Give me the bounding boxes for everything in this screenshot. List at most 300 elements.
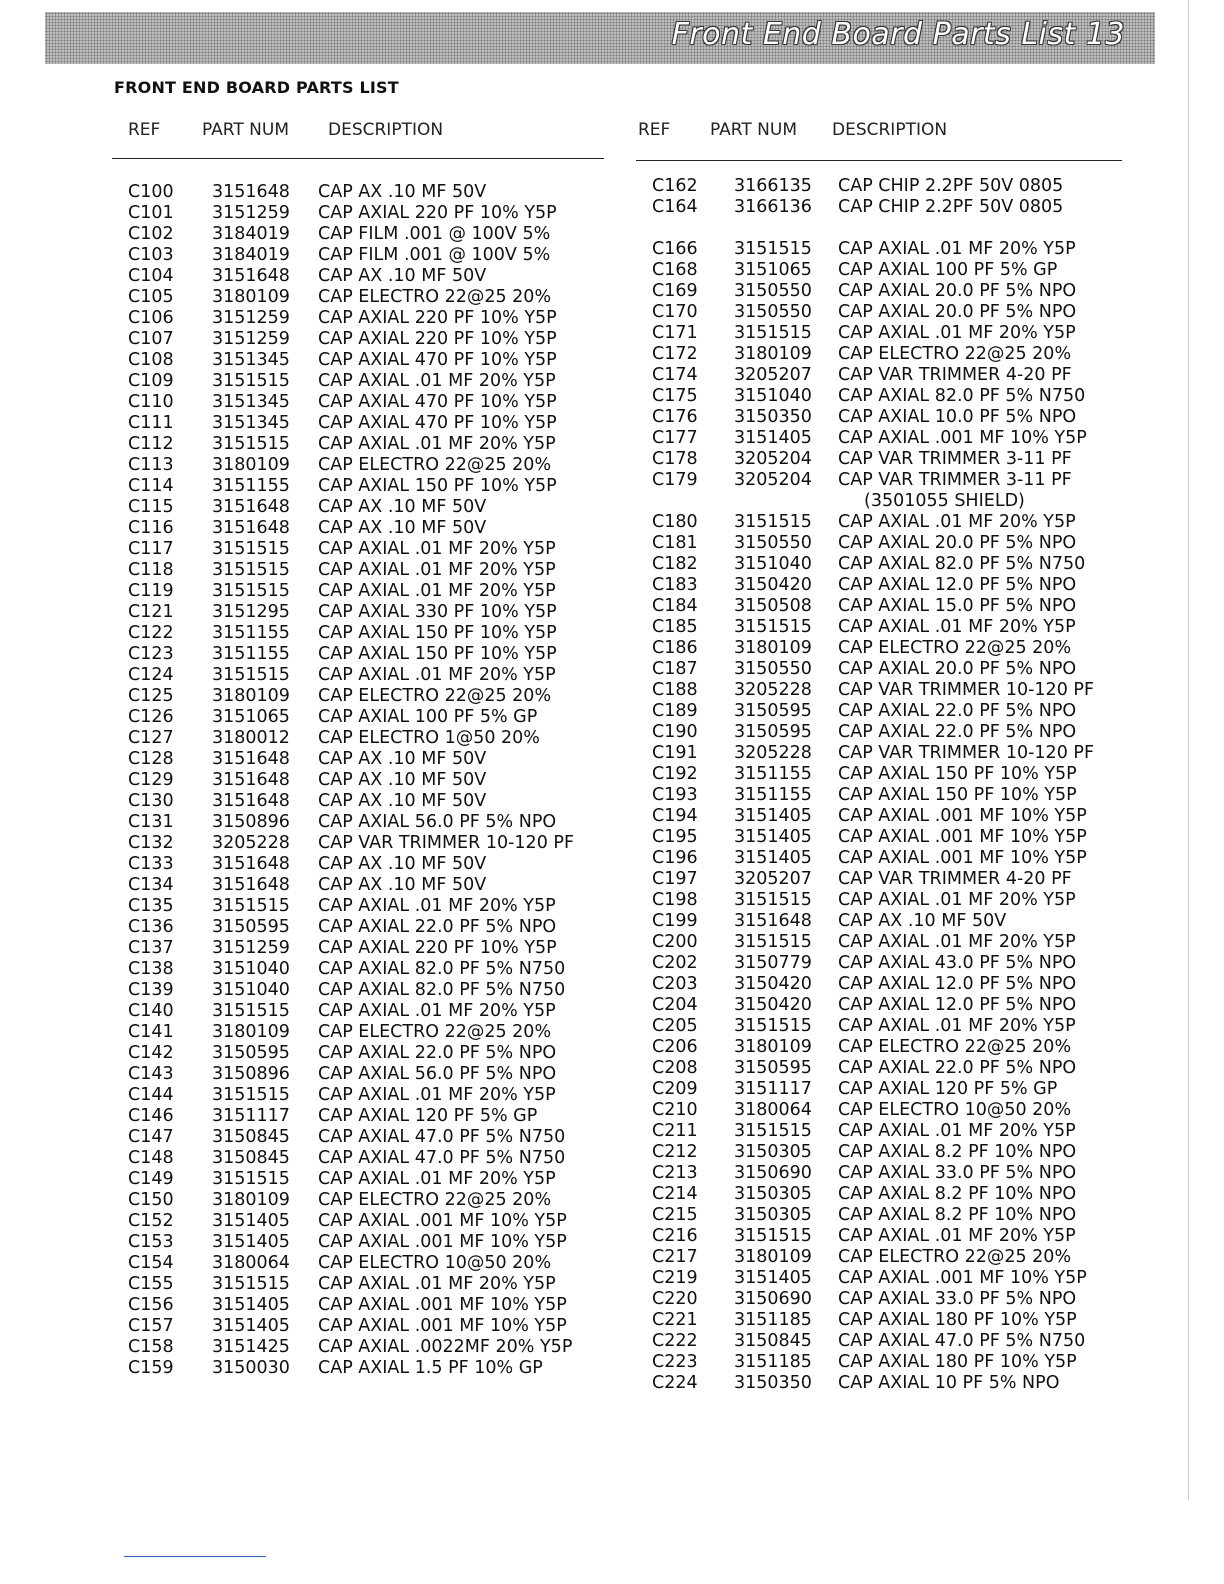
table-row xyxy=(128,1358,604,1379)
description-cell: CAP AXIAL 330 PF 10% Y5P xyxy=(318,602,557,622)
ref-cell: C112 xyxy=(128,434,174,454)
table-row xyxy=(128,770,604,791)
table-row xyxy=(640,785,1122,806)
ref-cell: C206 xyxy=(652,1037,698,1057)
table-row xyxy=(128,812,604,833)
table-row xyxy=(128,434,604,455)
table-row xyxy=(128,350,604,371)
part-num-cell: 3151155 xyxy=(734,785,812,805)
part-num-cell: 3150350 xyxy=(734,407,812,427)
ref-cell: C148 xyxy=(128,1148,174,1168)
ref-cell: C111 xyxy=(128,413,174,433)
description-cell: CAP AX .10 MF 50V xyxy=(318,266,487,286)
ref-cell: C188 xyxy=(652,680,698,700)
part-num-cell: 3151405 xyxy=(212,1211,290,1231)
part-num-cell: 3151405 xyxy=(734,428,812,448)
ref-cell: C200 xyxy=(652,932,698,952)
ref-cell: C144 xyxy=(128,1085,174,1105)
table-row xyxy=(128,644,604,665)
description-cell: CAP AXIAL .01 MF 20% Y5P xyxy=(318,1001,556,1021)
part-num-cell: 3150690 xyxy=(734,1163,812,1183)
part-num-cell: 3151648 xyxy=(212,518,290,538)
ref-cell: C180 xyxy=(652,512,698,532)
part-num-cell: 3180109 xyxy=(212,287,290,307)
part-num-cell: 3150896 xyxy=(212,812,290,832)
table-row xyxy=(128,1106,604,1127)
table-row xyxy=(640,386,1122,407)
ref-cell: C113 xyxy=(128,455,174,475)
table-row xyxy=(128,854,604,875)
part-num-cell: 3151155 xyxy=(212,476,290,496)
part-num-cell: 3150595 xyxy=(734,1058,812,1078)
ref-cell: C122 xyxy=(128,623,174,643)
description-cell: CAP ELECTRO 22@25 20% xyxy=(838,638,1072,658)
description-cell: CAP AXIAL 220 PF 10% Y5P xyxy=(318,308,557,328)
part-num-cell: 3150305 xyxy=(734,1184,812,1204)
table-row xyxy=(640,575,1122,596)
ref-cell: C132 xyxy=(128,833,174,853)
table-row xyxy=(128,1295,604,1316)
ref-cell: C137 xyxy=(128,938,174,958)
table-row xyxy=(128,224,604,245)
description-cell: CAP AXIAL 56.0 PF 5% NPO xyxy=(318,812,557,832)
table-row xyxy=(128,1064,604,1085)
part-num-cell: 3150030 xyxy=(212,1358,290,1378)
description-cell: CAP AXIAL 8.2 PF 10% NPO xyxy=(838,1184,1077,1204)
column-header-description: DESCRIPTION xyxy=(328,120,444,140)
table-row xyxy=(640,953,1122,974)
table-row xyxy=(640,323,1122,344)
description-cell: CAP ELECTRO 22@25 20% xyxy=(318,1190,552,1210)
ref-cell: C121 xyxy=(128,602,174,622)
table-row xyxy=(640,1205,1122,1226)
description-cell: CAP AXIAL 56.0 PF 5% NPO xyxy=(318,1064,557,1084)
ref-cell: C196 xyxy=(652,848,698,868)
table-row xyxy=(128,581,604,602)
description-cell: CAP AXIAL 22.0 PF 5% NPO xyxy=(318,1043,557,1063)
ref-cell: C142 xyxy=(128,1043,174,1063)
description-cell: CAP AX .10 MF 50V xyxy=(318,182,487,202)
ref-cell: C182 xyxy=(652,554,698,574)
ref-cell: C214 xyxy=(652,1184,698,1204)
table-body xyxy=(640,176,1122,1394)
column-header-ref: REF xyxy=(638,120,671,140)
description-cell: CAP AXIAL 43.0 PF 5% NPO xyxy=(838,953,1077,973)
description-cell: CAP AXIAL .01 MF 20% Y5P xyxy=(318,539,556,559)
table-row xyxy=(640,743,1122,764)
part-num-cell: 3151515 xyxy=(212,371,290,391)
table-row xyxy=(128,539,604,560)
ref-cell: C179 xyxy=(652,470,698,490)
description-cell: CAP ELECTRO 22@25 20% xyxy=(318,287,552,307)
table-row xyxy=(128,1316,604,1337)
part-num-cell: 3180109 xyxy=(734,344,812,364)
ref-cell: C220 xyxy=(652,1289,698,1309)
ref-cell: C204 xyxy=(652,995,698,1015)
ref-cell: C101 xyxy=(128,203,174,223)
table-row xyxy=(128,1253,604,1274)
description-cell: CAP AXIAL 120 PF 5% GP xyxy=(838,1079,1058,1099)
table-row xyxy=(640,1037,1122,1058)
table-row xyxy=(128,1190,604,1211)
part-num-cell: 3151259 xyxy=(212,329,290,349)
table-row xyxy=(640,407,1122,428)
description-cell: CAP AX .10 MF 50V xyxy=(838,911,1007,931)
part-num-cell: 3151648 xyxy=(212,497,290,517)
part-num-cell: 3151515 xyxy=(212,434,290,454)
part-num-cell: 3205228 xyxy=(734,743,812,763)
part-num-cell: 3151040 xyxy=(734,554,812,574)
part-num-cell: 3151295 xyxy=(212,602,290,622)
table-row xyxy=(128,266,604,287)
description-cell: CAP AXIAL 33.0 PF 5% NPO xyxy=(838,1163,1077,1183)
table-row xyxy=(128,392,604,413)
table-row xyxy=(128,896,604,917)
table-header xyxy=(128,120,604,146)
description-cell: CAP AXIAL 12.0 PF 5% NPO xyxy=(838,575,1077,595)
description-cell: CAP VAR TRIMMER 4-20 PF xyxy=(838,365,1072,385)
part-num-cell: 3151405 xyxy=(734,1268,812,1288)
description-cell: CAP AXIAL 47.0 PF 5% N750 xyxy=(318,1148,566,1168)
ref-cell: C183 xyxy=(652,575,698,595)
part-num-cell: 3205228 xyxy=(212,833,290,853)
description-cell: CAP AXIAL 220 PF 10% Y5P xyxy=(318,938,557,958)
table-row xyxy=(640,722,1122,743)
ref-cell: C114 xyxy=(128,476,174,496)
ref-cell: C213 xyxy=(652,1163,698,1183)
header-divider xyxy=(112,158,604,159)
part-num-cell: 3151515 xyxy=(734,239,812,259)
table-row xyxy=(128,938,604,959)
table-row xyxy=(128,1043,604,1064)
table-row xyxy=(128,791,604,812)
description-cell: CAP AXIAL 12.0 PF 5% NPO xyxy=(838,974,1077,994)
table-row xyxy=(128,1274,604,1295)
description-cell: CAP AXIAL .01 MF 20% Y5P xyxy=(318,1085,556,1105)
footer-rule xyxy=(124,1556,266,1557)
table-row xyxy=(128,1085,604,1106)
column-header-description: DESCRIPTION xyxy=(832,120,948,140)
description-cell: CAP AXIAL .01 MF 20% Y5P xyxy=(838,617,1076,637)
part-num-cell: 3151515 xyxy=(212,1001,290,1021)
part-num-cell: 3151345 xyxy=(212,350,290,370)
ref-cell: C219 xyxy=(652,1268,698,1288)
description-cell: CAP AX .10 MF 50V xyxy=(318,875,487,895)
ref-cell: C176 xyxy=(652,407,698,427)
table-row xyxy=(640,638,1122,659)
part-num-cell: 3151405 xyxy=(212,1295,290,1315)
description-cell: CAP VAR TRIMMER 10-120 PF xyxy=(318,833,575,853)
table-row xyxy=(640,659,1122,680)
table-row xyxy=(128,602,604,623)
table-row xyxy=(640,1100,1122,1121)
ref-cell: C172 xyxy=(652,344,698,364)
ref-cell: C147 xyxy=(128,1127,174,1147)
ref-cell: C109 xyxy=(128,371,174,391)
description-cell: CAP AXIAL 180 PF 10% Y5P xyxy=(838,1310,1077,1330)
ref-cell: C143 xyxy=(128,1064,174,1084)
table-row xyxy=(640,344,1122,365)
ref-cell: C171 xyxy=(652,323,698,343)
table-row xyxy=(640,680,1122,701)
table-row xyxy=(128,497,604,518)
part-num-cell: 3151648 xyxy=(212,791,290,811)
ref-cell: C224 xyxy=(652,1373,698,1393)
description-cell: CAP AXIAL .001 MF 10% Y5P xyxy=(838,827,1087,847)
part-num-cell: 3180109 xyxy=(734,638,812,658)
description-cell: CAP AXIAL 22.0 PF 5% NPO xyxy=(318,917,557,937)
part-num-cell: 3151648 xyxy=(212,266,290,286)
description-cell: CAP AX .10 MF 50V xyxy=(318,791,487,811)
table-row xyxy=(640,1163,1122,1184)
part-num-cell: 3205204 xyxy=(734,470,812,490)
part-num-cell: 3151515 xyxy=(734,323,812,343)
part-num-cell: 3150305 xyxy=(734,1205,812,1225)
table-row xyxy=(128,749,604,770)
ref-cell: C211 xyxy=(652,1121,698,1141)
ref-cell: C128 xyxy=(128,749,174,769)
description-cell: CAP AXIAL 8.2 PF 10% NPO xyxy=(838,1142,1077,1162)
part-num-cell: 3150508 xyxy=(734,596,812,616)
description-cell: CAP AXIAL 150 PF 10% Y5P xyxy=(318,644,557,664)
part-num-cell: 3180012 xyxy=(212,728,290,748)
table-row xyxy=(640,302,1122,323)
table-row xyxy=(128,833,604,854)
ref-cell: C108 xyxy=(128,350,174,370)
table-row xyxy=(128,623,604,644)
ref-cell: C141 xyxy=(128,1022,174,1042)
part-num-cell: 3180064 xyxy=(734,1100,812,1120)
ref-cell: C119 xyxy=(128,581,174,601)
ref-cell: C124 xyxy=(128,665,174,685)
ref-cell: C194 xyxy=(652,806,698,826)
table-row xyxy=(640,449,1122,470)
table-row xyxy=(640,1247,1122,1268)
table-row xyxy=(640,1142,1122,1163)
part-num-cell: 3205228 xyxy=(734,680,812,700)
description-cell: CAP AXIAL 82.0 PF 5% N750 xyxy=(318,980,566,1000)
table-row xyxy=(128,686,604,707)
ref-cell: C105 xyxy=(128,287,174,307)
table-row xyxy=(640,365,1122,386)
ref-cell: C175 xyxy=(652,386,698,406)
ref-cell: C127 xyxy=(128,728,174,748)
ref-cell: C123 xyxy=(128,644,174,664)
part-num-cell: 3151065 xyxy=(212,707,290,727)
table-row xyxy=(640,176,1122,197)
part-num-cell: 3151648 xyxy=(212,749,290,769)
part-num-cell: 3151405 xyxy=(734,827,812,847)
part-num-cell: 3151185 xyxy=(734,1352,812,1372)
description-cell: CAP ELECTRO 22@25 20% xyxy=(838,1247,1072,1267)
description-cell: CAP AXIAL 47.0 PF 5% N750 xyxy=(838,1331,1086,1351)
part-num-cell: 3205207 xyxy=(734,869,812,889)
table-row xyxy=(128,665,604,686)
table-row xyxy=(640,596,1122,617)
part-num-cell: 3151648 xyxy=(734,911,812,931)
ref-cell: C192 xyxy=(652,764,698,784)
table-row xyxy=(128,1169,604,1190)
part-num-cell: 3151515 xyxy=(734,1016,812,1036)
part-num-cell: 3151155 xyxy=(212,644,290,664)
part-num-cell: 3180109 xyxy=(734,1247,812,1267)
ref-cell: C155 xyxy=(128,1274,174,1294)
part-num-cell: 3150845 xyxy=(734,1331,812,1351)
ref-cell: C223 xyxy=(652,1352,698,1372)
description-cell: CAP AXIAL .01 MF 20% Y5P xyxy=(838,890,1076,910)
ref-cell: C136 xyxy=(128,917,174,937)
ref-cell: C159 xyxy=(128,1358,174,1378)
table-row xyxy=(640,1289,1122,1310)
description-cell: CAP AXIAL 15.0 PF 5% NPO xyxy=(838,596,1077,616)
ref-cell: C107 xyxy=(128,329,174,349)
part-num-cell: 3180109 xyxy=(212,1190,290,1210)
part-num-cell: 3151259 xyxy=(212,308,290,328)
part-num-cell: 3151155 xyxy=(212,623,290,643)
part-num-cell: 3151065 xyxy=(734,260,812,280)
table-row xyxy=(640,806,1122,827)
ref-cell: C150 xyxy=(128,1190,174,1210)
ref-cell: C217 xyxy=(652,1247,698,1267)
description-cell: CAP AXIAL 220 PF 10% Y5P xyxy=(318,203,557,223)
description-cell: CAP AXIAL .0022MF 20% Y5P xyxy=(318,1337,573,1357)
description-cell: CAP AXIAL 20.0 PF 5% NPO xyxy=(838,659,1077,679)
table-row xyxy=(128,1022,604,1043)
description-cell: CAP AXIAL .001 MF 10% Y5P xyxy=(838,1268,1087,1288)
part-num-cell: 3151515 xyxy=(212,539,290,559)
table-row xyxy=(640,827,1122,848)
part-num-cell: 3151515 xyxy=(734,1226,812,1246)
description-cell: CAP AX .10 MF 50V xyxy=(318,770,487,790)
part-num-cell: 3151648 xyxy=(212,854,290,874)
part-num-cell: 3151515 xyxy=(212,1085,290,1105)
description-cell: CAP AXIAL 150 PF 10% Y5P xyxy=(838,785,1077,805)
part-num-cell: 3151040 xyxy=(212,980,290,1000)
description-cell: CAP ELECTRO 10@50 20% xyxy=(838,1100,1072,1120)
ref-cell: C118 xyxy=(128,560,174,580)
ref-cell: C103 xyxy=(128,245,174,265)
part-num-cell: 3151185 xyxy=(734,1310,812,1330)
part-num-cell: 3180064 xyxy=(212,1253,290,1273)
description-cell: CAP AXIAL 150 PF 10% Y5P xyxy=(318,623,557,643)
ref-cell: C209 xyxy=(652,1079,698,1099)
part-num-cell: 3180109 xyxy=(212,686,290,706)
part-num-cell: 3150420 xyxy=(734,575,812,595)
table-row xyxy=(128,1211,604,1232)
description-cell: CAP AXIAL 22.0 PF 5% NPO xyxy=(838,1058,1077,1078)
description-cell: CAP AXIAL .01 MF 20% Y5P xyxy=(318,1274,556,1294)
description-cell: CAP AXIAL .001 MF 10% Y5P xyxy=(838,806,1087,826)
ref-cell: C152 xyxy=(128,1211,174,1231)
table-row xyxy=(128,875,604,896)
ref-cell: C126 xyxy=(128,707,174,727)
part-num-cell: 3180109 xyxy=(734,1037,812,1057)
table-row xyxy=(128,203,604,224)
part-num-cell: 3151345 xyxy=(212,392,290,412)
ref-cell: C166 xyxy=(652,239,698,259)
description-cell: CAP AX .10 MF 50V xyxy=(318,854,487,874)
part-num-cell: 3151117 xyxy=(212,1106,290,1126)
table-row xyxy=(640,890,1122,911)
part-num-cell: 3150305 xyxy=(734,1142,812,1162)
part-num-cell: 3151345 xyxy=(212,413,290,433)
ref-cell: C203 xyxy=(652,974,698,994)
description-cell: CAP AXIAL .01 MF 20% Y5P xyxy=(318,1169,556,1189)
ref-cell: C134 xyxy=(128,875,174,895)
table-row xyxy=(128,413,604,434)
ref-cell: C130 xyxy=(128,791,174,811)
ref-cell: C102 xyxy=(128,224,174,244)
part-num-cell: 3150550 xyxy=(734,659,812,679)
ref-cell: C185 xyxy=(652,617,698,637)
ref-cell: C197 xyxy=(652,869,698,889)
description-cell: CAP AX .10 MF 50V xyxy=(318,749,487,769)
table-row xyxy=(128,371,604,392)
ref-cell: C115 xyxy=(128,497,174,517)
column-header-ref: REF xyxy=(128,120,161,140)
table-row xyxy=(128,245,604,266)
table-row xyxy=(640,974,1122,995)
description-cell: CAP ELECTRO 22@25 20% xyxy=(318,1022,552,1042)
ref-cell: C129 xyxy=(128,770,174,790)
ref-cell: C153 xyxy=(128,1232,174,1252)
part-num-cell: 3151515 xyxy=(734,512,812,532)
part-num-cell: 3150845 xyxy=(212,1148,290,1168)
description-cell: CAP AXIAL .001 MF 10% Y5P xyxy=(318,1211,567,1231)
table-row xyxy=(128,707,604,728)
ref-cell: C198 xyxy=(652,890,698,910)
part-num-cell: 3150550 xyxy=(734,533,812,553)
part-num-cell: 3151155 xyxy=(734,764,812,784)
table-row xyxy=(640,1310,1122,1331)
part-num-cell: 3151259 xyxy=(212,203,290,223)
part-num-cell: 3184019 xyxy=(212,245,290,265)
part-num-cell: 3150896 xyxy=(212,1064,290,1084)
description-cell: CAP AXIAL .01 MF 20% Y5P xyxy=(318,434,556,454)
description-cell: CAP AXIAL 33.0 PF 5% NPO xyxy=(838,1289,1077,1309)
ref-cell: C106 xyxy=(128,308,174,328)
ref-cell: C149 xyxy=(128,1169,174,1189)
ref-cell: C199 xyxy=(652,911,698,931)
part-num-cell: 3151117 xyxy=(734,1079,812,1099)
table-body xyxy=(128,182,604,1379)
description-cell: CAP AXIAL .001 MF 10% Y5P xyxy=(318,1295,567,1315)
table-row xyxy=(640,995,1122,1016)
description-cell: CAP VAR TRIMMER 4-20 PF xyxy=(838,869,1072,889)
table-row xyxy=(128,1001,604,1022)
description-cell: CAP ELECTRO 22@25 20% xyxy=(318,686,552,706)
ref-cell: C164 xyxy=(652,197,698,217)
ref-cell: C208 xyxy=(652,1058,698,1078)
table-row-note xyxy=(640,491,1122,512)
description-cell: CAP AXIAL 470 PF 10% Y5P xyxy=(318,392,557,412)
table-row xyxy=(128,959,604,980)
part-num-cell: 3151405 xyxy=(212,1316,290,1336)
description-cell: CAP AXIAL 100 PF 5% GP xyxy=(838,260,1058,280)
description-cell: CAP AXIAL .01 MF 20% Y5P xyxy=(318,581,556,601)
ref-cell: C177 xyxy=(652,428,698,448)
part-num-cell: 3151515 xyxy=(734,617,812,637)
ref-cell: C146 xyxy=(128,1106,174,1126)
ref-cell: C216 xyxy=(652,1226,698,1246)
section-title: FRONT END BOARD PARTS LIST xyxy=(114,78,399,97)
ref-cell: C187 xyxy=(652,659,698,679)
ref-cell: C174 xyxy=(652,365,698,385)
header-banner xyxy=(45,12,1155,64)
ref-cell: C193 xyxy=(652,785,698,805)
description-cell: CAP AXIAL 82.0 PF 5% N750 xyxy=(318,959,566,979)
ref-cell: C222 xyxy=(652,1331,698,1351)
